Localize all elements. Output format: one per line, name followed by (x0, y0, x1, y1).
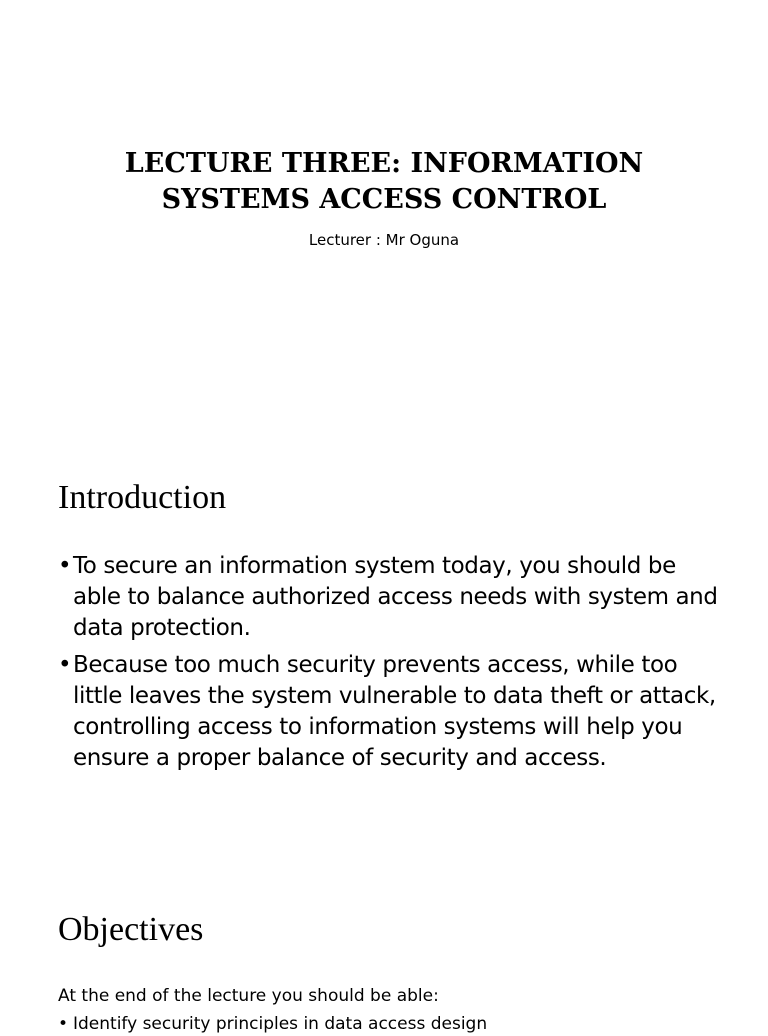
bullet-icon: • (58, 553, 72, 579)
lecturer-subtitle: Lecturer : Mr Oguna (308, 231, 460, 249)
introduction-bullet-list (58, 551, 718, 780)
introduction-heading: Introduction (58, 479, 227, 516)
bullet-icon: • (58, 1014, 69, 1034)
slide-title (0, 146, 768, 218)
list-item (58, 1012, 718, 1036)
bullet-text: To secure an information system today, you should be able to balance authorized access needs with system and data protection. (73, 553, 718, 641)
objectives-bullet-list (58, 1012, 718, 1036)
slide-title-line-2: SYSTEMS ACCESS CONTROL (161, 184, 607, 215)
bullet-text: Because too much security prevents access, while too little leaves the system vulnerable to data theft or attack, controlling access to information systems will help you ensure a proper balance of security and access. (73, 652, 716, 771)
objectives-heading: Objectives (58, 911, 204, 948)
bullet-text: Identify security principles in data access design (73, 1014, 488, 1034)
bullet-icon: • (58, 652, 72, 678)
slide-title-line-1: LECTURE THREE: INFORMATION (124, 148, 644, 179)
objectives-intro: At the end of the lecture you should be able: (58, 986, 439, 1006)
list-item (58, 650, 718, 774)
list-item (58, 551, 718, 644)
